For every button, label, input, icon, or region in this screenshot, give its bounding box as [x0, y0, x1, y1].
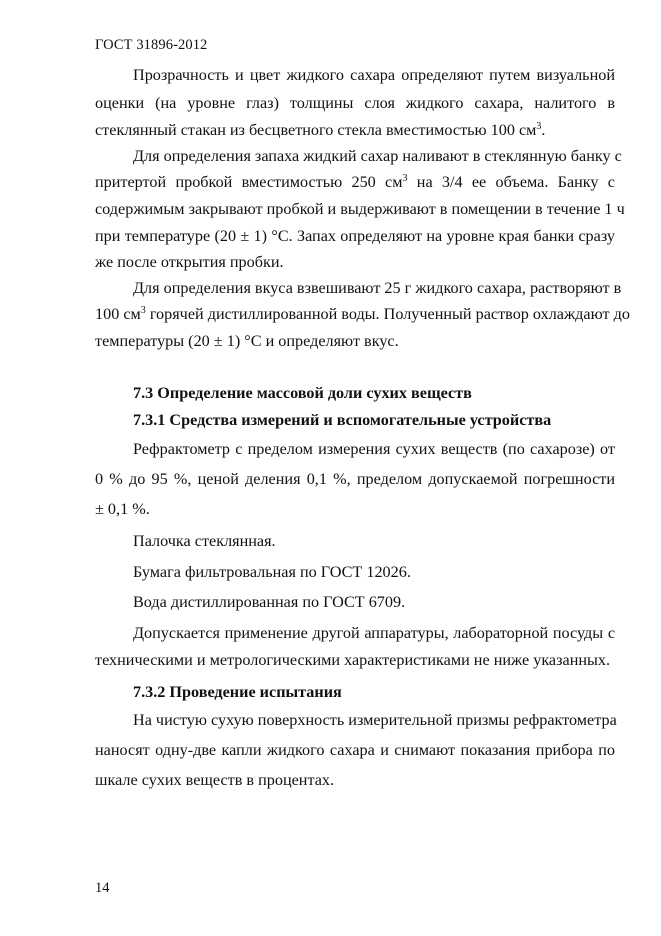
- superscript: 3: [402, 173, 408, 184]
- paragraph-line: наносят одну-две капли жидкого сахара и снимают показания прибора по: [95, 741, 615, 759]
- paragraph-line: при температуре (20 ± 1) °С. Запах определяют на уровне края банки сразу: [95, 227, 615, 245]
- superscript: 3: [536, 121, 542, 132]
- text-run: горячей дистиллированной воды. Полученный раствор охлаждают до: [145, 305, 630, 323]
- section-heading-7-3-2: 7.3.2 Проведение испытания: [133, 683, 342, 701]
- paragraph-line: содержимым закрывают пробкой и выдерживают в помещении в течение 1 ч: [95, 200, 625, 218]
- paragraph-line: На чистую сухую поверхность измерительной призмы рефрактометра: [133, 711, 617, 729]
- paragraph-line: Прозрачность и цвет жидкого сахара определяют путем визуальной: [133, 66, 615, 84]
- paragraph-line: же после открытия пробки.: [95, 253, 284, 271]
- standard-code-header: ГОСТ 31896-2012: [95, 37, 208, 53]
- paragraph-line: [95, 121, 615, 140]
- text-run: .: [541, 121, 546, 139]
- paragraph-line: Палочка стеклянная.: [133, 532, 276, 550]
- paragraph-line: Для определения запаха жидкий сахар наливают в стеклянную банку с: [133, 147, 622, 165]
- paragraph-line: Допускается применение другой аппаратуры, лабораторной посуды с: [133, 624, 615, 642]
- paragraph-line: [95, 173, 615, 192]
- paragraph-line: температуры (20 ± 1) °С и определяют вкус.: [95, 332, 399, 350]
- text-run: на 3/4 ее объема. Банку с: [407, 173, 615, 191]
- text-run: стеклянный стакан из бесцветного стекла вместимостью 100 см: [95, 121, 537, 139]
- text-run: притертой пробкой вместимостью 250 см: [95, 173, 403, 191]
- paragraph-line: техническими и метрологическими характеристиками не ниже указанных.: [95, 651, 611, 669]
- section-heading-7-3-1: 7.3.1 Средства измерений и вспомогательные устройства: [133, 411, 552, 429]
- page-number: 14: [95, 880, 110, 896]
- paragraph-line: Вода дистиллированная по ГОСТ 6709.: [133, 593, 406, 611]
- paragraph-line: 0 % до 95 %, ценой деления 0,1 %, пределом допускаемой погрешности: [95, 470, 615, 488]
- superscript: 3: [140, 305, 146, 316]
- paragraph-line: ± 0,1 %.: [95, 500, 150, 518]
- paragraph-line: Рефрактометр с пределом измерения сухих веществ (по сахарозе) от: [133, 440, 615, 458]
- paragraph-line: [95, 305, 630, 324]
- paragraph-line: оценки (на уровне глаз) толщины слоя жидкого сахара, налитого в: [95, 94, 615, 112]
- section-heading-7-3: 7.3 Определение массовой доли сухих веществ: [133, 384, 472, 402]
- paragraph-line: шкале сухих веществ в процентах.: [95, 771, 335, 789]
- text-run: 100 см: [95, 305, 141, 323]
- paragraph-line: Бумага фильтровальная по ГОСТ 12026.: [133, 563, 411, 581]
- paragraph-line: Для определения вкуса взвешивают 25 г жидкого сахара, растворяют в: [133, 279, 622, 297]
